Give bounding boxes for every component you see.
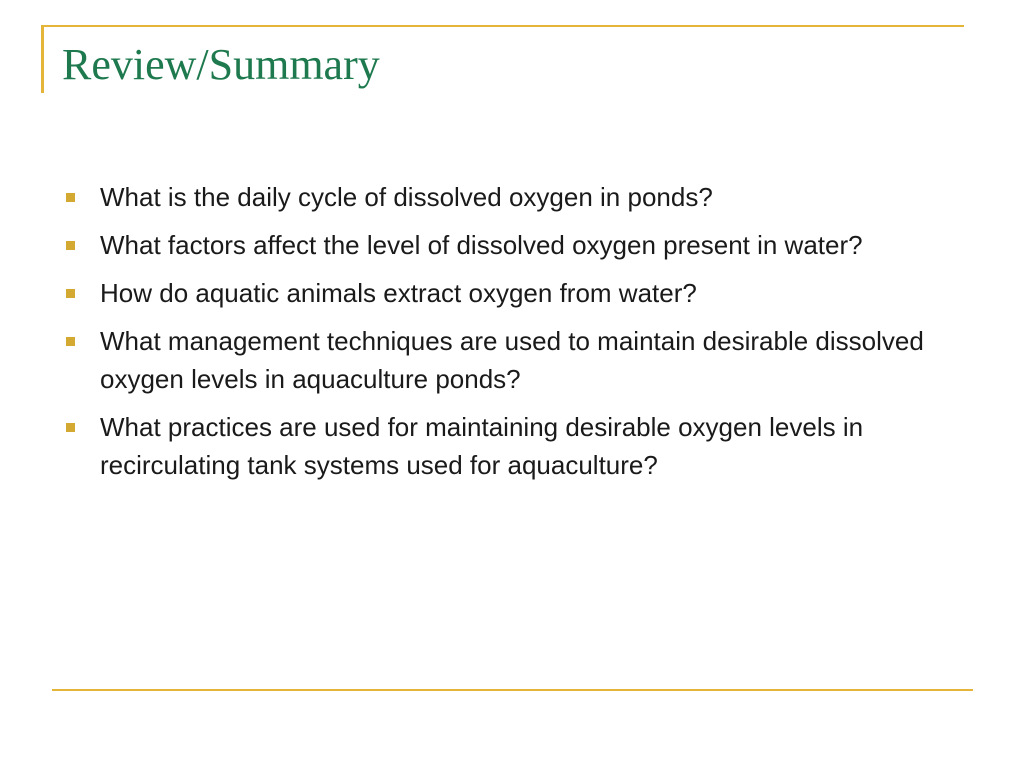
bullet-item xyxy=(66,226,966,264)
bullet-text: What practices are used for maintaining desirable oxygen levels in recirculating tank systems used for aquaculture? xyxy=(100,412,864,480)
bullet-list xyxy=(66,178,966,494)
square-bullet-icon xyxy=(66,289,75,298)
title-accent-top-line xyxy=(41,25,964,27)
slide-title: Review/Summary xyxy=(62,40,380,89)
bullet-item xyxy=(66,408,966,484)
square-bullet-icon xyxy=(66,241,75,250)
bullet-text: How do aquatic animals extract oxygen from water? xyxy=(100,278,697,308)
footer-accent-line xyxy=(52,689,973,691)
square-bullet-icon xyxy=(66,193,75,202)
bullet-item xyxy=(66,322,966,398)
bullet-item xyxy=(66,274,966,312)
square-bullet-icon xyxy=(66,337,75,346)
bullet-text: What factors affect the level of dissolved oxygen present in water? xyxy=(100,230,863,260)
square-bullet-icon xyxy=(66,423,75,432)
bullet-text: What management techniques are used to maintain desirable dissolved oxygen levels in aquaculture ponds? xyxy=(100,326,924,394)
bullet-text: What is the daily cycle of dissolved oxygen in ponds? xyxy=(100,182,713,212)
title-accent-vertical-line xyxy=(41,25,44,93)
bullet-item xyxy=(66,178,966,216)
